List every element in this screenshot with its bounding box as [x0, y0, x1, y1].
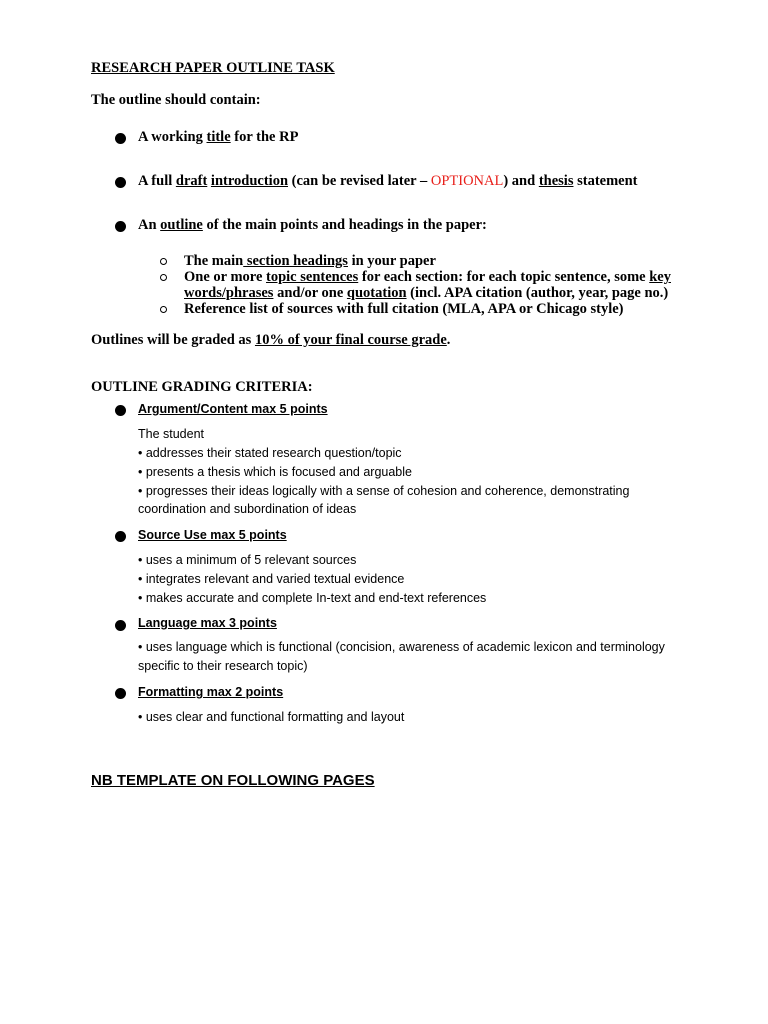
criterion-language-line: specific to their research topic): [138, 659, 308, 673]
circle-bullet-icon: [160, 306, 167, 313]
circle-bullet-icon: [160, 258, 167, 265]
bullet-icon: [115, 221, 126, 232]
sub-item-section-headings: The main section headings in your paper: [184, 253, 436, 269]
criterion-source-line: • makes accurate and complete In-text and end-text references: [138, 591, 487, 605]
criterion-source-line: • uses a minimum of 5 relevant sources: [138, 553, 357, 567]
criterion-argument-line: • progresses their ideas logically with a sense of cohesion and coherence, demonstrating: [138, 484, 630, 498]
criterion-argument-line: • presents a thesis which is focused and arguable: [138, 465, 412, 479]
page-title: RESEARCH PAPER OUTLINE TASK: [91, 60, 335, 76]
criterion-argument-line: coordination and subordination of ideas: [138, 502, 357, 516]
bullet-icon: [115, 177, 126, 188]
bullet-icon: [115, 133, 126, 144]
bullet-icon: [115, 531, 126, 542]
criterion-formatting-line: • uses clear and functional formatting and layout: [138, 710, 405, 724]
circle-bullet-icon: [160, 274, 167, 281]
requirement-outline: An outline of the main points and headings in the paper:: [138, 217, 487, 233]
optional-label: OPTIONAL: [430, 173, 504, 189]
criterion-argument-lead: The student: [138, 427, 205, 441]
criterion-formatting-heading: Formatting max 2 points: [138, 685, 284, 699]
criteria-heading: OUTLINE GRADING CRITERIA:: [91, 379, 313, 395]
sub-item-reference-list: Reference list of sources with full citation (MLA, APA or Chicago style): [184, 301, 624, 317]
bullet-icon: [115, 620, 126, 631]
criterion-argument-heading: Argument/Content max 5 points: [138, 402, 328, 416]
bullet-icon: [115, 688, 126, 699]
bullet-icon: [115, 405, 126, 416]
criterion-argument-line: • addresses their stated research question/topic: [138, 446, 402, 460]
template-note: NB TEMPLATE ON FOLLOWING PAGES: [91, 772, 375, 789]
sub-item-topic-sentences: One or more topic sentences for each section: for each topic sentence, some key: [184, 269, 671, 285]
sub-item-topic-sentences-cont: words/phrases and/or one quotation (incl. APA citation (author, year, page no.): [184, 285, 669, 301]
criterion-source-heading: Source Use max 5 points: [138, 528, 287, 542]
grade-weight-text: Outlines will be graded as 10% of your final course grade.: [91, 332, 451, 348]
criterion-language-line: • uses language which is functional (concision, awareness of academic lexicon and terminology: [138, 640, 665, 654]
criterion-source-line: • integrates relevant and varied textual evidence: [138, 572, 405, 586]
requirement-title: A working title for the RP: [138, 129, 299, 145]
requirement-introduction: A full draft introduction (can be revised later – OPTIONAL) and thesis statement: [138, 173, 638, 189]
criterion-language-heading: Language max 3 points: [138, 616, 277, 630]
intro-text: The outline should contain:: [91, 92, 261, 108]
